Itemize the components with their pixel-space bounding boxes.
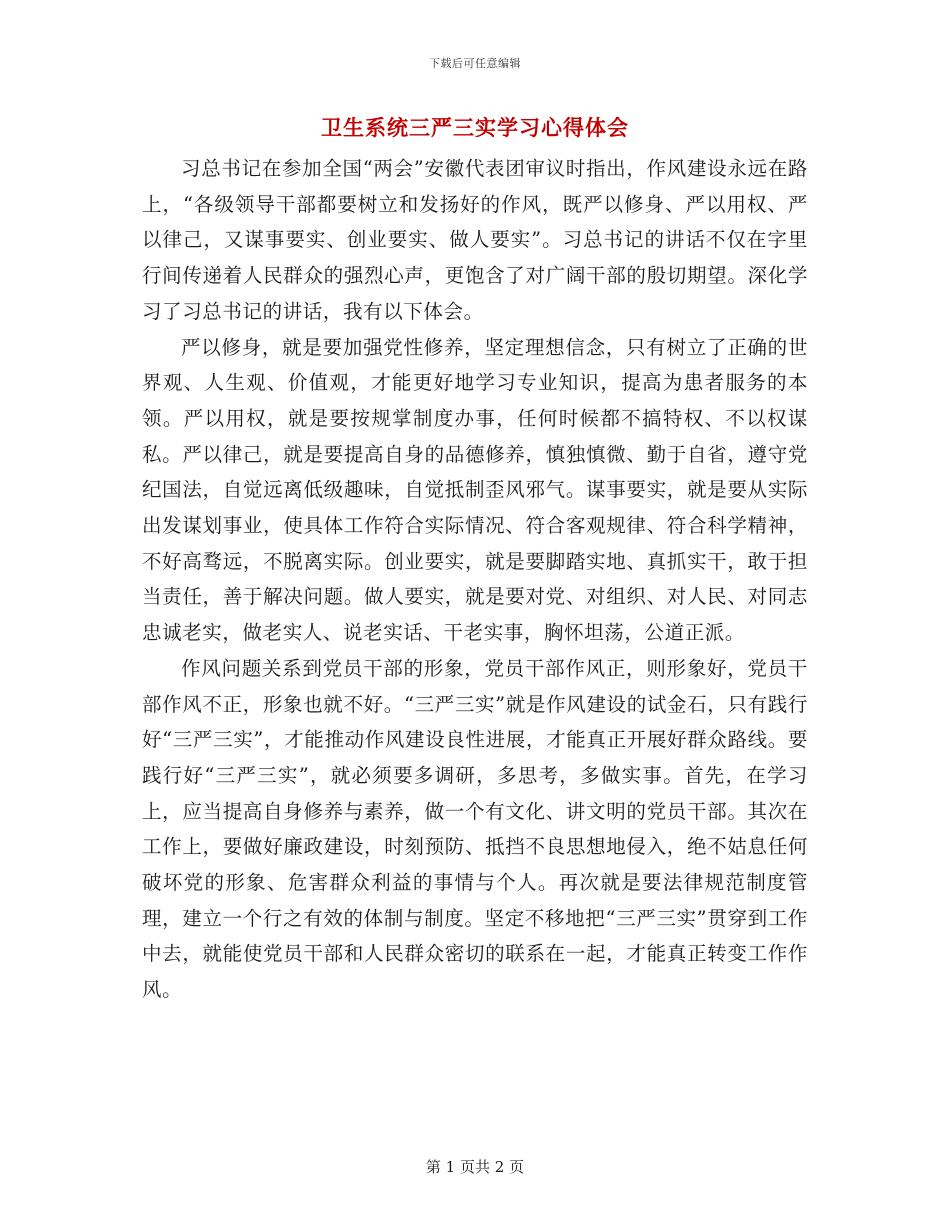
document-body bbox=[142, 151, 808, 1008]
document-title: 卫生系统三严三实学习心得体会 bbox=[321, 115, 629, 140]
page-number: 第 1 页共 2 页 bbox=[425, 1158, 525, 1176]
page-header-note: 下载后可任意编辑 bbox=[429, 57, 521, 70]
body-paragraph-1: 习总书记在参加全国“两会”安徽代表团审议时指出，作风建设永远在路上，“各级领导干部都要树立和发扬好的作风，既严以修身、严以用权、严以律己，又谋事要实、创业要实、做人要实”。习总书记的讲话不仅在字里行间传递着人民群众的强烈心声，更饱含了对广阔干部的殷切期望。深化学习了习总书记的讲话，我有以下体会。 bbox=[142, 157, 808, 323]
body-paragraph-2: 严以修身，就是要加强党性修养，坚定理想信念，只有树立了正确的世界观、人生观、价值观，才能更好地学习专业知识，提高为患者服务的本领。严以用权，就是要按规掌制度办事，任何时候都不搞特权、不以权谋私。严以律己，就是要提高自身的品德修养，慎独慎微、勤于自省，遵守党纪国法，自觉远离低级趣味，自觉抵制歪风邪气。谋事要实，就是要从实际出发谋划事业，使具体工作符合实际情况、符合客观规律、符合科学精神，不好高骛远，不脱离实际。创业要实，就是要脚踏实地、真抓实干，敢于担当责任，善于解决问题。做人要实，就是要对党、对组织、对人民、对同志忠诚老实，做老实人、说老实话、干老实事，胸怀坦荡，公道正派。 bbox=[142, 335, 808, 645]
body-paragraph-3: 作风问题关系到党员干部的形象，党员干部作风正，则形象好，党员干部作风不正，形象也就不好。“三严三实”就是作风建设的试金石，只有践行好“三严三实”，才能推动作风建设良性进展，才能真正开展好群众路线。要践行好“三严三实”，就必须要多调研，多思考，多做实事。首先，在学习上，应当提高自身修养与素养，做一个有文化、讲文明的党员干部。其次在工作上，要做好廉政建设，时刻预防、抵挡不良思想地侵入，绝不姑息任何破坏党的形象、危害群众利益的事情与个人。再次就是要法律规范制度管理，建立一个行之有效的体制与制度。坚定不移地把“三严三实”贯穿到工作中去，就能使党员干部和人民群众密切的联系在一起，才能真正转变工作作风。 bbox=[142, 656, 808, 1002]
